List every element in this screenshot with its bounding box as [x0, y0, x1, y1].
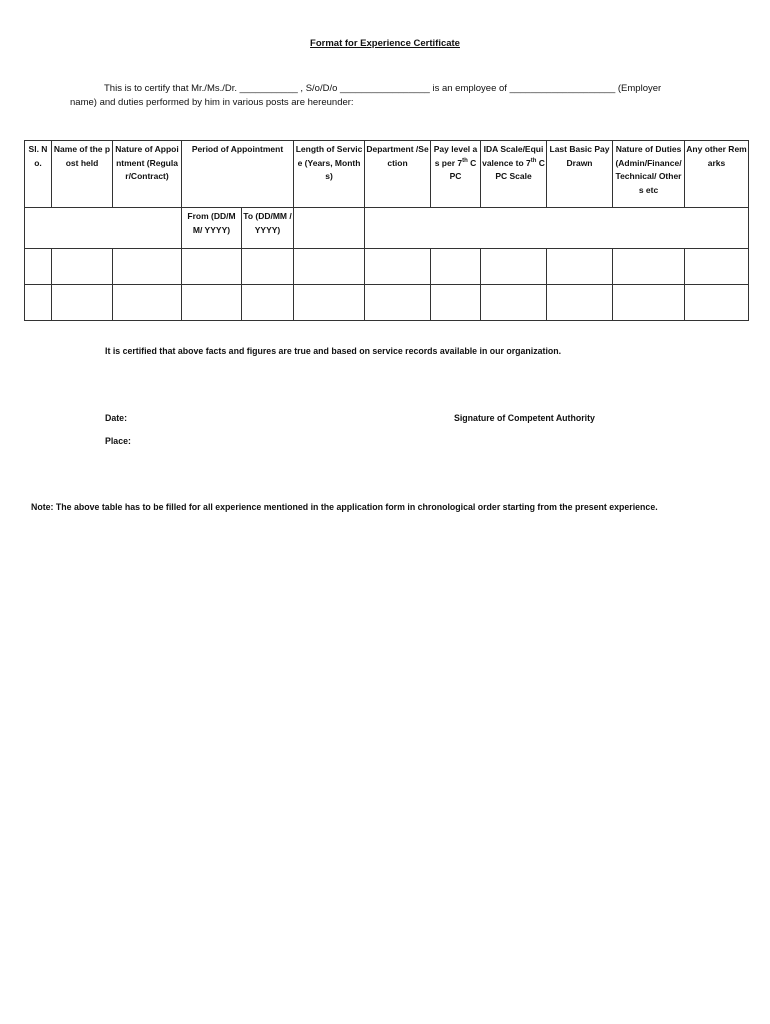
cell-remarks[interactable] — [685, 285, 749, 321]
cell-ida-scale[interactable] — [481, 249, 547, 285]
cell-department[interactable] — [365, 249, 431, 285]
cell-nature-appointment[interactable] — [113, 249, 182, 285]
cell-last-basic[interactable] — [547, 285, 613, 321]
table-header-row — [25, 141, 749, 208]
cell-post-name[interactable] — [52, 249, 113, 285]
header-last-basic: Last Basic Pay Drawn — [547, 141, 613, 208]
header-ida-scale — [481, 141, 547, 208]
intro-paragraph — [70, 82, 710, 110]
cell-remarks[interactable] — [685, 249, 749, 285]
document-title: Format for Experience Certificate — [310, 38, 460, 49]
cell-to[interactable] — [242, 285, 294, 321]
cell-sl-no[interactable] — [25, 249, 52, 285]
table-row — [25, 285, 749, 321]
cell-length-service[interactable] — [294, 285, 365, 321]
cell-nature-duties[interactable] — [613, 285, 685, 321]
header-post-name: Name of the post held — [52, 141, 113, 208]
header-period: Period of Appointment — [182, 141, 294, 208]
cell-from[interactable] — [182, 249, 242, 285]
subheader-blank-right — [365, 208, 749, 249]
subheader-to: To (DD/MM /YYYY) — [242, 208, 294, 249]
ida-tail: CPC Scale — [495, 157, 545, 181]
header-department: Department /Section — [365, 141, 431, 208]
header-nature-appointment: Nature of Appointment (Regular/Contract) — [113, 141, 182, 208]
cell-post-name[interactable] — [52, 285, 113, 321]
header-sl-no: Sl. No. — [25, 141, 52, 208]
header-pay-level — [431, 141, 481, 208]
pay-level-sup: th — [462, 157, 468, 164]
cell-pay-level[interactable] — [431, 249, 481, 285]
table-subheader-row — [25, 208, 749, 249]
pay-level-tail: CPC — [449, 157, 477, 181]
cell-ida-scale[interactable] — [481, 285, 547, 321]
header-remarks: Any other Remarks — [685, 141, 749, 208]
signature-label: Signature of Competent Authority — [454, 413, 595, 423]
cell-length-service[interactable] — [294, 249, 365, 285]
intro-line-2: name) and duties performed by him in various posts are hereunder: — [70, 97, 354, 108]
subheader-blank-left — [25, 208, 182, 249]
subheader-from: From (DD/MM/ YYYY) — [182, 208, 242, 249]
footnote: Note: The above table has to be filled for all experience mentioned in the application form in chronological order starting from the present experience. — [31, 502, 658, 512]
ida-sup: th — [530, 157, 537, 164]
table-row — [25, 249, 749, 285]
cell-last-basic[interactable] — [547, 249, 613, 285]
cell-from[interactable] — [182, 285, 242, 321]
intro-line-1: This is to certify that Mr./Ms./Dr. ___________ , S/o/D/o _________________ is an employee of ____________________ (Employer — [104, 83, 662, 94]
cell-to[interactable] — [242, 249, 294, 285]
certification-statement: It is certified that above facts and figures are true and based on service records available in our organization. — [105, 346, 562, 356]
header-length-service: Length of Service (Years, Months) — [294, 141, 365, 208]
cell-nature-appointment[interactable] — [113, 285, 182, 321]
place-label: Place: — [105, 436, 131, 446]
experience-table — [24, 140, 749, 321]
date-label: Date: — [105, 413, 127, 423]
ida-text: IDA Scale/Equivalence to 7 — [482, 144, 544, 168]
cell-department[interactable] — [365, 285, 431, 321]
cell-pay-level[interactable] — [431, 285, 481, 321]
cell-nature-duties[interactable] — [613, 249, 685, 285]
header-nature-duties: Nature of Duties (Admin/Finance/Technical/ Others etc — [613, 141, 685, 208]
pay-level-text: Pay level as per 7 — [433, 144, 478, 168]
subheader-blank-length — [294, 208, 365, 249]
cell-sl-no[interactable] — [25, 285, 52, 321]
